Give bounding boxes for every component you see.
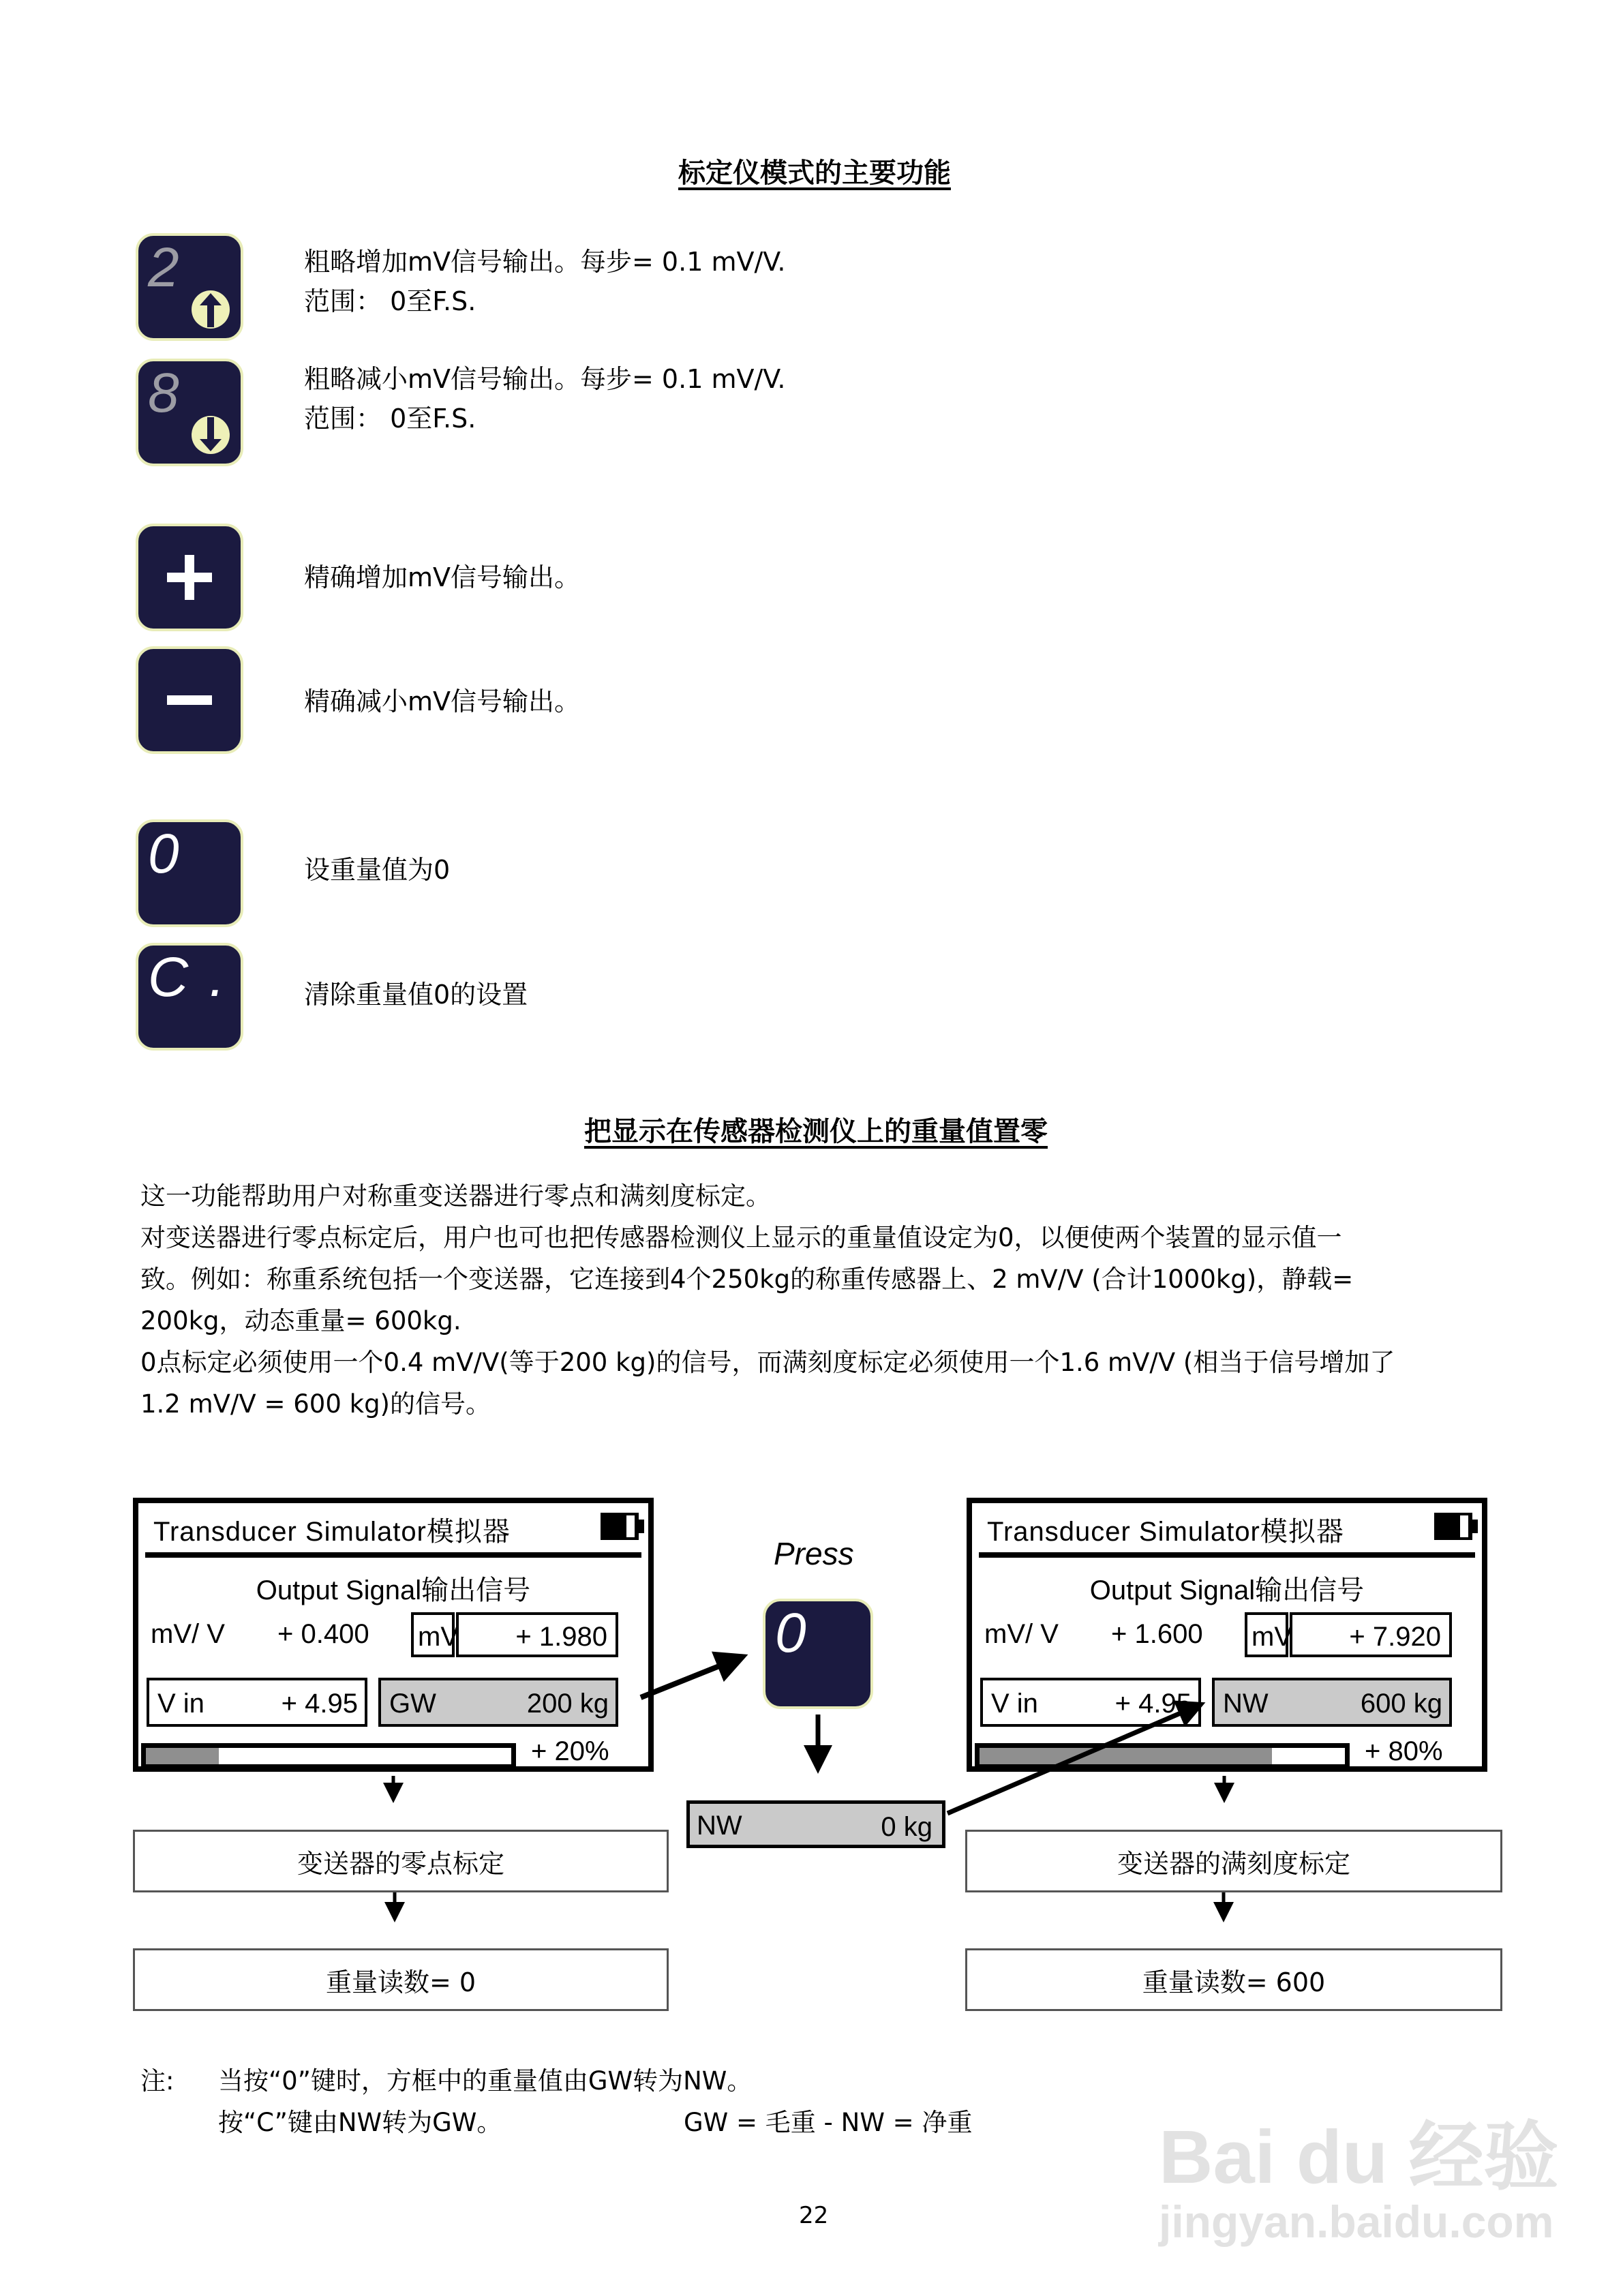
key-glyph: 0 [775,1602,806,1664]
key-glyph: 0 [148,823,179,885]
paragraph-line: 1.2 mV/V = 600 kg)的信号。 [140,1389,491,1419]
key-glyph: C . [148,946,228,1008]
display-title: Transducer Simulator模拟器 [987,1517,1344,1547]
vin-value: + 4.95 [281,1689,358,1719]
vin-label: V in [157,1689,204,1719]
mvv-label: mV/ V [151,1619,225,1649]
weight-reading-zero: 重量读数= 0 [133,1948,669,2011]
vin-label: V in [991,1689,1038,1719]
paragraph-line: 对变送器进行零点标定后，用户也可也把传感器检测仪上显示的重量值设定为0，以便使两个装置的显示值一 [140,1223,1342,1252]
key-plus-description: 精确增加mV信号输出。 [304,562,581,592]
progress-percent: + 20% [531,1736,609,1766]
weight-reading-600: 重量读数= 600 [965,1948,1502,2011]
vin-value: + 4.95 [1114,1689,1192,1719]
paragraph-line: 这一功能帮助用户对称重变送器进行零点和满刻度标定。 [140,1181,771,1211]
weight-label: NW [1223,1689,1269,1719]
key-glyph: 2 [148,237,179,299]
display-title: Transducer Simulator模拟器 [153,1517,511,1547]
key-minus-description: 精确减小mV信号输出。 [304,686,581,716]
display-subtitle: Output Signal输出信号 [1089,1575,1365,1605]
progress-percent: + 80% [1365,1736,1443,1766]
description-line: 粗略减小mV信号输出。每步= 0.1 mV/V. [304,364,786,394]
note-prefix: 注: [140,2066,175,2096]
description-line: 粗略增加mV信号输出。每步= 0.1 mV/V. [304,247,786,277]
weight-label: GW [389,1689,436,1719]
mv-label-box: mV [411,1612,455,1657]
weight-value: 600 kg [1360,1689,1442,1719]
key-c-description: 清除重量值0的设置 [304,980,528,1010]
nw-value: 0 kg [881,1812,932,1842]
note-formula: GW = 毛重 - NW = 净重 [684,2108,973,2137]
mv-value-box: + 1.980 [456,1612,618,1657]
paragraph-line: 0点标定必须使用一个0.4 mV/V(等于200 kg)的信号，而满刻度标定必须使用一个1.6 mV/V (相当于信号增加了 [140,1348,1395,1377]
key-0-description: 设重量值为0 [304,855,451,885]
note-line-2: 按“C”键由NW转为GW。 [218,2108,502,2137]
section-title-main-functions: 标定仪模式的主要功能 [678,157,951,189]
press-label: Press [774,1536,854,1571]
baidu-watermark [1159,2115,1559,2249]
page-number: 22 [799,2202,829,2229]
note-line-1: 当按“0”键时，方框中的重量值由GW转为NW。 [218,2066,753,2096]
range-line: 范围： 0至F.S. [304,404,476,434]
section-title-zero-weight: 把显示在传感器检测仪上的重量值置零 [584,1116,1048,1147]
mvv-label: mV/ V [984,1619,1059,1649]
range-line: 范围： 0至F.S. [304,286,476,316]
watermark-url: jingyan.baidu.com [1159,2196,1554,2247]
mvv-value: + 1.600 [1111,1619,1203,1649]
display-subtitle: Output Signal输出信号 [256,1575,531,1605]
key-glyph: 8 [148,362,179,424]
paragraph-line: 致。例如：称重系统包括一个变送器，它连接到4个250kg的称重传感器上、2 mV/V (合计1000kg)，静载= [140,1265,1354,1294]
nw-label: NW [697,1811,742,1841]
watermark-brand: Bai du 经验 [1159,2115,1559,2199]
full-scale-calibration-step: 变送器的满刻度标定 [965,1830,1502,1892]
mvv-value: + 0.400 [277,1619,369,1649]
weight-value: 200 kg [526,1689,609,1719]
mv-label-box: mV [1245,1612,1288,1657]
mv-value-box: + 7.920 [1290,1612,1452,1657]
paragraph-line: 200kg，动态重量= 600kg. [140,1306,461,1335]
zero-calibration-step: 变送器的零点标定 [133,1830,669,1892]
